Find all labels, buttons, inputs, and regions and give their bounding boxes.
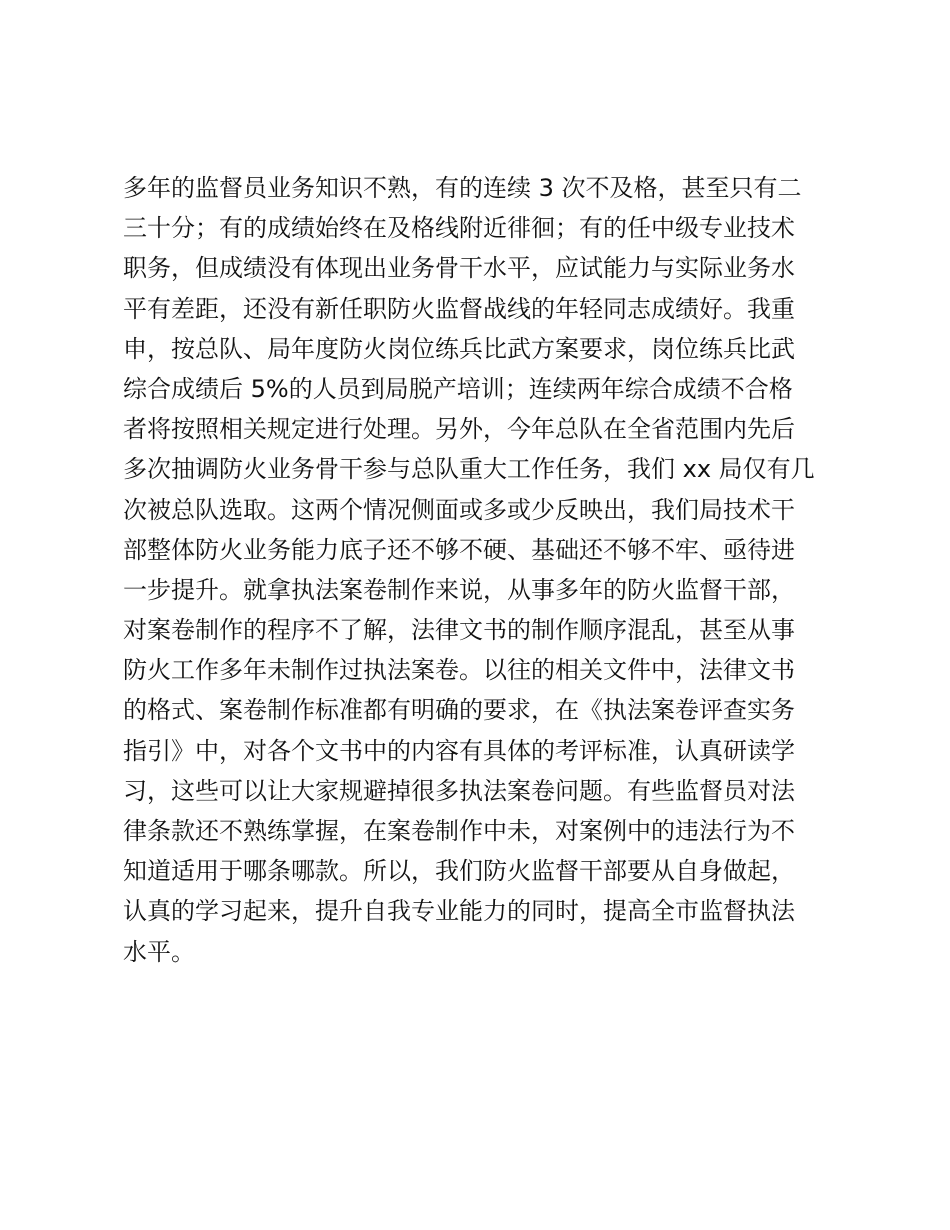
text-line: 水平。	[123, 937, 195, 966]
text-line: 综合成绩后 5%的人员到局脱产培训；连续两年综合成绩不合格	[123, 374, 793, 403]
text-line: 对案卷制作的程序不了解，法律文书的制作顺序混乱，甚至从事	[123, 616, 795, 645]
text-line: 的格式、案卷制作标准都有明确的要求，在《执法案卷评查实务	[123, 696, 795, 725]
text-line: 指引》中，对各个文书中的内容有具体的考评标准，认真研读学	[123, 736, 795, 765]
text-line: 知道适用于哪条哪款。所以，我们防火监督干部要从自身做起，	[123, 857, 795, 886]
text-line: 平有差距，还没有新任职防火监督战线的年轻同志成绩好。我重	[123, 294, 795, 323]
text-line: 部整体防火业务能力底子还不够不硬、基础还不够不牢、亟待进	[123, 535, 795, 564]
text-line: 多次抽调防火业务骨干参与总队重大工作任务，我们 xx 局仅有几	[123, 455, 815, 484]
text-line: 多年的监督员业务知识不熟，有的连续 3 次不及格，甚至只有二	[123, 174, 802, 202]
text-line: 律条款还不熟练掌握，在案卷制作中未，对案例中的违法行为不	[123, 817, 795, 845]
text-line: 防火工作多年未制作过执法案卷。以往的相关文件中，法律文书	[123, 656, 795, 685]
text-line: 申，按总队、局年度防火岗位练兵比武方案要求，岗位练兵比武	[123, 334, 795, 363]
body-paragraph	[123, 168, 843, 972]
text-line: 职务，但成绩没有体现出业务骨干水平，应试能力与实际业务水	[123, 254, 795, 283]
text-line: 习，这些可以让大家规避掉很多执法案卷问题。有些监督员对法	[123, 776, 795, 805]
text-line: 一步提升。就拿执法案卷制作来说，从事多年的防火监督干部，	[123, 575, 795, 604]
text-line: 认真的学习起来，提升自我专业能力的同时，提高全市监督执法	[123, 897, 795, 926]
text-line: 者将按照相关规定进行处理。另外，今年总队在全省范围内先后	[123, 415, 795, 444]
text-line: 次被总队选取。这两个情况侧面或多或少反映出，我们局技术干	[123, 495, 795, 524]
text-line: 三十分；有的成绩始终在及格线附近徘徊；有的任中级专业技术	[123, 214, 795, 243]
